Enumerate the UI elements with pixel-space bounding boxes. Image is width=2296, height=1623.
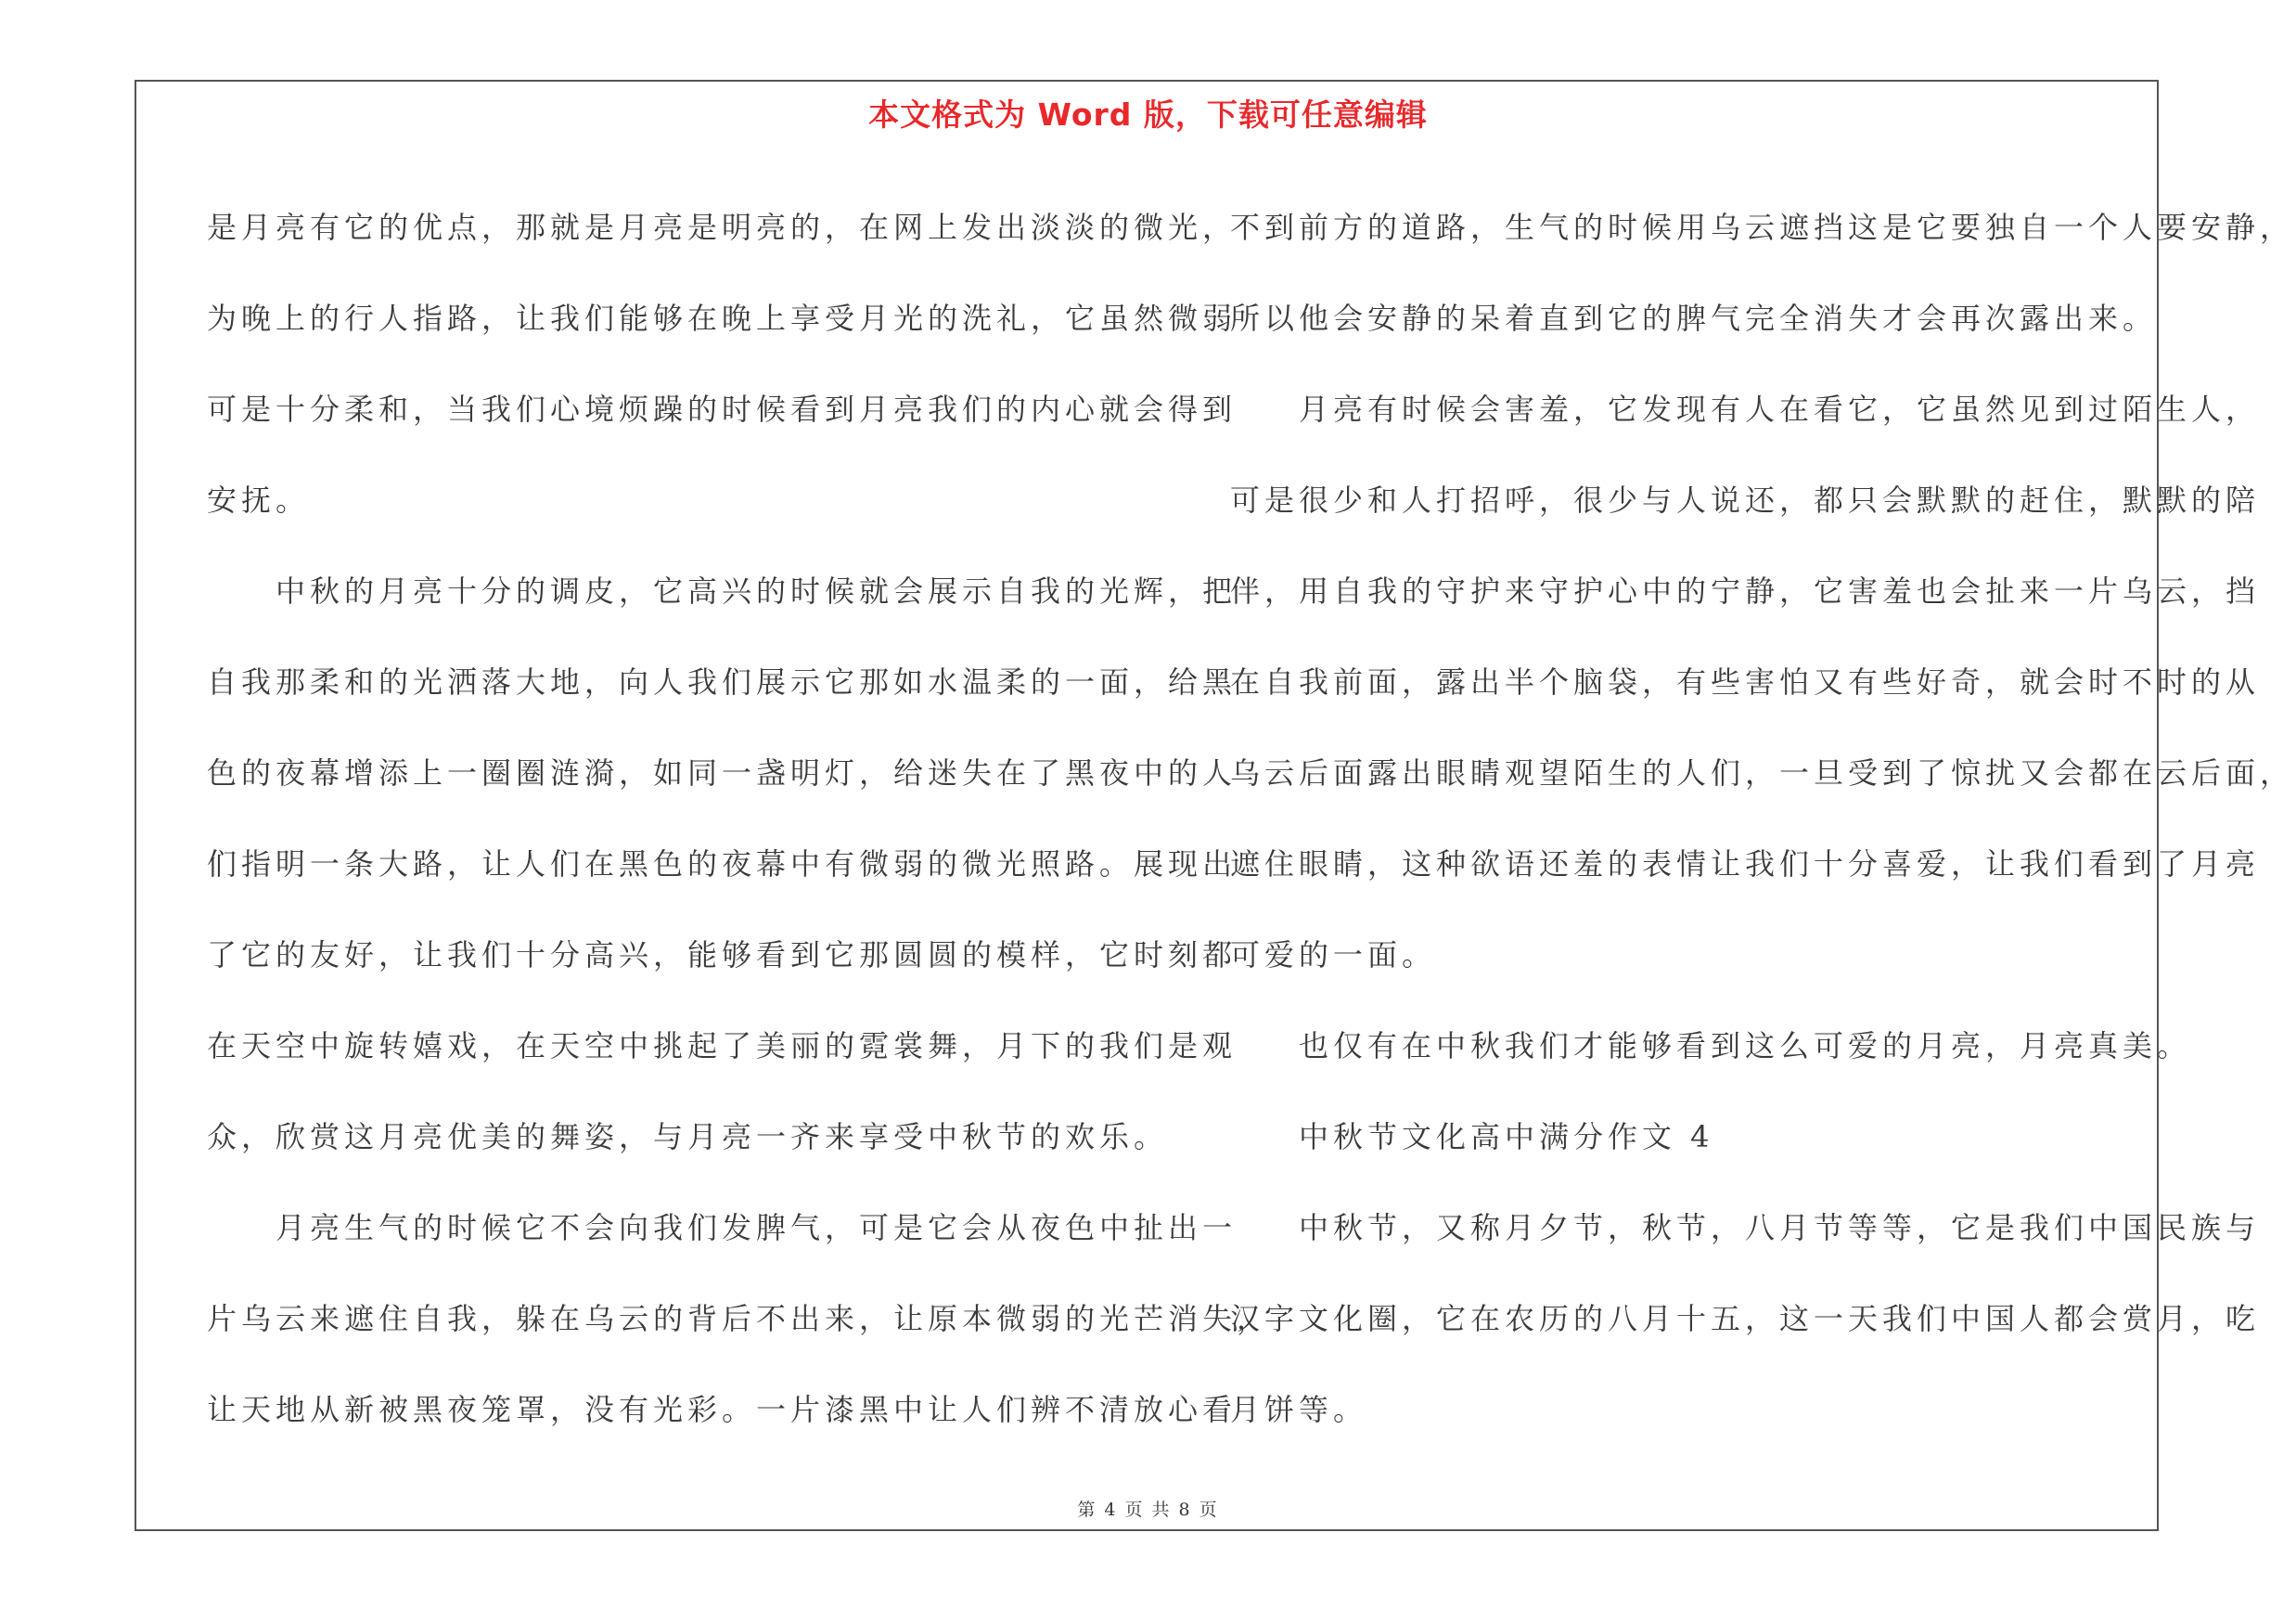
text-line: 安抚。 (207, 483, 311, 518)
text-line: 众，欣赏这月亮优美的舞姿，与月亮一齐来享受中秋节的欢乐。 (207, 1119, 1169, 1154)
text-line: 片乌云来遮住自我，躲在乌云的背后不出来，让原本微弱的光芒消失， (207, 1301, 1272, 1336)
text-line: 让天地从新被黑夜笼罩，没有光彩。一片漆黑中让人们辨不清放心看 (207, 1392, 1238, 1427)
text-line: 中秋的月亮十分的调皮，它高兴的时候就会展示自我的光辉，把 (207, 573, 1238, 609)
text-line: 了它的友好，让我们十分高兴，能够看到它那圆圆的模样，它时刻都 (207, 937, 1238, 973)
text-line: 月饼等。 (1230, 1392, 1368, 1427)
text-line: 乌云后面露出眼睛观望陌生的人们，一旦受到了惊扰又会都在云后面， (1230, 755, 2295, 791)
text-line: 可爱的一面。 (1230, 937, 1437, 973)
text-line: 不到前方的道路，生气的时候用乌云遮挡这是它要独自一个人要安静， (1230, 210, 2295, 245)
text-line: 月亮有时候会害羞，它发现有人在看它，它虽然见到过陌生人， (1230, 392, 2261, 427)
header-banner: 本文格式为 Word 版，下载可任意编辑 (868, 97, 1428, 133)
text-line: 所以他会安静的呆着直到它的脾气完全消失才会再次露出来。 (1230, 301, 2158, 336)
text-line: 们指明一条大路，让人们在黑色的夜幕中有微弱的微光照路。展现出 (207, 846, 1238, 882)
text-line: 可是十分柔和，当我们心境烦躁的时候看到月亮我们的内心就会得到 (207, 392, 1238, 427)
text-line: 可是很少和人打招呼，很少与人说还，都只会默默的赶住，默默的陪 (1230, 483, 2261, 518)
text-line: 色的夜幕增添上一圈圈涟漪，如同一盏明灯，给迷失在了黑夜中的人 (207, 755, 1238, 791)
text-line: 伴，用自我的守护来守护心中的宁静，它害羞也会扯来一片乌云，挡 (1230, 573, 2261, 609)
text-line: 在天空中旋转嬉戏，在天空中挑起了美丽的霓裳舞，月下的我们是观 (207, 1028, 1238, 1063)
section-heading: 中秋节文化高中满分作文 4 (1230, 1119, 1714, 1154)
left-column (207, 182, 1272, 1455)
text-line: 也仅有在中秋我们才能够看到这么可爱的月亮，月亮真美。 (1230, 1028, 2192, 1063)
text-line: 中秋节，又称月夕节，秋节，八月节等等，它是我们中国民族与 (1230, 1210, 2261, 1245)
text-line: 自我那柔和的光洒落大地，向人我们展示它那如水温柔的一面，给黑 (207, 664, 1238, 700)
text-line: 汉字文化圈，它在农历的八月十五，这一天我们中国人都会赏月，吃 (1230, 1301, 2261, 1336)
text-line: 为晚上的行人指路，让我们能够在晚上享受月光的洗礼，它虽然微弱 (207, 301, 1238, 336)
right-column (1230, 182, 2295, 1455)
text-line: 遮住眼睛，这种欲语还羞的表情让我们十分喜爱，让我们看到了月亮 (1230, 846, 2261, 882)
text-line: 在自我前面，露出半个脑袋，有些害怕又有些好奇，就会时不时的从 (1230, 664, 2261, 700)
text-line: 月亮生气的时候它不会向我们发脾气，可是它会从夜色中扯出一 (207, 1210, 1238, 1245)
text-line: 是月亮有它的优点，那就是月亮是明亮的，在网上发出淡淡的微光， (207, 210, 1238, 245)
page-number: 第 4 页 共 8 页 (1077, 1500, 1219, 1520)
